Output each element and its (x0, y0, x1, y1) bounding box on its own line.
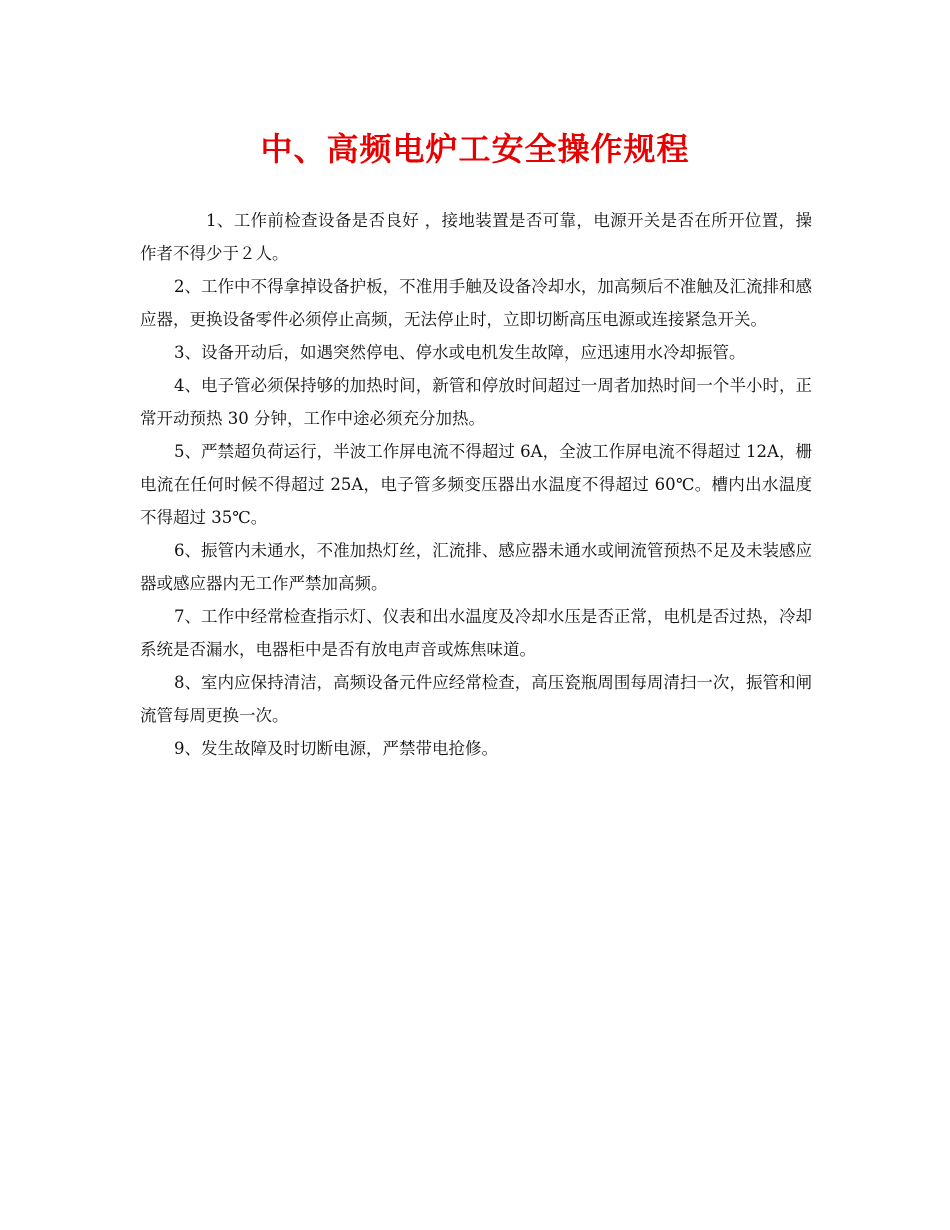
rule-paragraph-9: 9、发生故障及时切断电源，严禁带电抢修。 (174, 739, 498, 758)
rule-paragraph-6: 6、振管内未通水，不准加热灯丝，汇流排、感应器未通水或闸流管预热不足及未装感应器或感应器内无工作严禁加高频。 (140, 541, 812, 593)
document-body (140, 204, 812, 765)
rule-paragraph-1: 1、工作前检查设备是否良好 ，接地装置是否可靠，电源开关是否在所开位置，操作者不得少于２人。 (140, 211, 812, 263)
rule-paragraph-7: 7、工作中经常检查指示灯、仪表和出水温度及冷却水压是否正常，电机是否过热，冷却系统是否漏水，电器柜中是否有放电声音或炼焦味道。 (140, 607, 812, 659)
document-title: 中、高频电炉工安全操作规程 (260, 130, 690, 168)
rule-paragraph-3: 3、设备开动后，如遇突然停电、停水或电机发生故障，应迅速用水冷却振管。 (174, 343, 746, 362)
rule-paragraph-2: 2、工作中不得拿掉设备护板，不准用手触及设备冷却水，加高频后不准触及汇流排和感应器，更换设备零件必须停止高频，无法停止时，立即切断高压电源或连接紧急开关。 (140, 277, 812, 329)
rule-paragraph-8: 8、室内应保持清洁，高频设备元件应经常检查，高压瓷瓶周围每周清扫一次，振管和闸流管每周更换一次。 (140, 673, 812, 725)
rule-paragraph-5: 5、严禁超负荷运行，半波工作屏电流不得超过 6A，全波工作屏电流不得超过 12A，栅电流在任何时候不得超过 25A，电子管多频变压器出水温度不得超过 60℃。槽内出水温度不得超过 35℃。 (140, 442, 812, 527)
rule-paragraph-4: 4、电子管必须保持够的加热时间，新管和停放时间超过一周者加热时间一个半小时，正常开动预热 30 分钟，工作中途必须充分加热。 (140, 376, 812, 428)
